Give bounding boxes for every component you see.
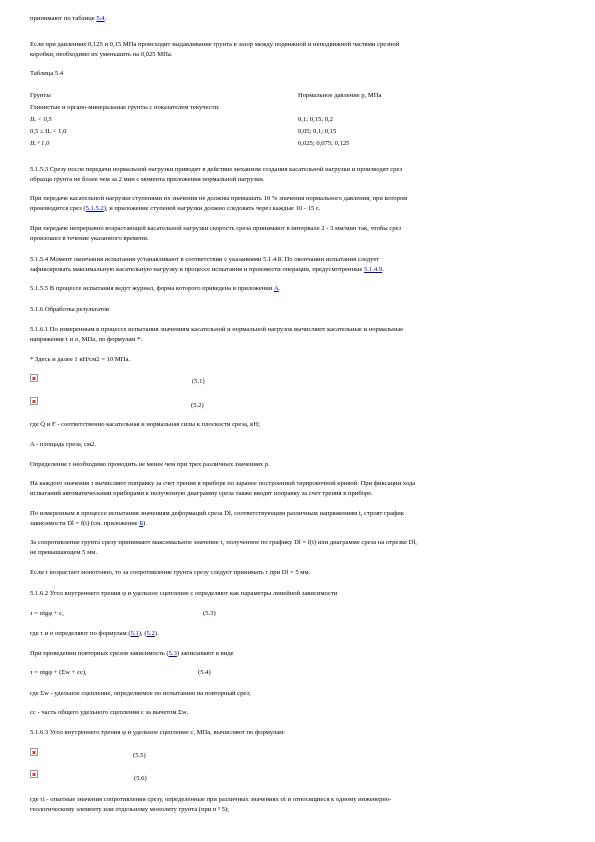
text-line: сс - часть общего удельного сцепления с за вычетом Σw. bbox=[30, 709, 188, 716]
table-header-soils: Грунты bbox=[30, 92, 51, 99]
table-cell: 0,05; 0,1; 0,15 bbox=[298, 128, 337, 135]
text-line: 5.1.5.4 Момент окончания испытания устанавливают в соответствии с указаниями 5.1.4.8. По окончании испытания следует bbox=[30, 256, 380, 263]
text-fragment: зафиксировать максимальную касательную нагрузку в процессе испытания и произвести операции, предусмотренные bbox=[30, 266, 365, 273]
table-caption: Таблица 5.4 bbox=[30, 70, 64, 77]
text-fragment: принимают по таблице bbox=[30, 15, 97, 22]
equation-number: (5.4) bbox=[198, 669, 211, 676]
text-fragment: . bbox=[278, 285, 281, 292]
link-appendix-b[interactable]: Б bbox=[139, 520, 144, 527]
formula-line: τ = σtgφ + с, bbox=[30, 610, 64, 617]
text-line: На каждого значения τ вычисляют поправку за счет трения в приборе по заранее построенной тарировочной кривой. При фиксации хода bbox=[30, 480, 416, 487]
text-line: испытаний автоматическими приборами к полученную диаграмму среза также вводят поправку за счет трения в приборе. bbox=[30, 490, 373, 497]
text-fragment: зависимости Dl = f(t) (см. приложение bbox=[30, 520, 140, 527]
text-line: 5.1.6.2 Угол внутреннего трения φ и удельное сцепление с определяют как параметры линейной зависимости bbox=[30, 590, 338, 597]
text-line: A - площадь среза, см2. bbox=[30, 441, 97, 448]
text-line: 5.1.6.1 По измеренным в процессе испытания значениям касательной и нормальной нагрузок вычисляют касательные и нормальные bbox=[30, 326, 403, 333]
text-fragment: где τ и σ определяют по формулам ( bbox=[30, 630, 131, 637]
table-cell: IL < 0,5 bbox=[30, 116, 52, 123]
text-fragment: ) записывают в виде bbox=[176, 650, 234, 657]
text-line: По измеренным в процессе испытания значениям деформаций среза Dl, соответствующим различным напряжениям t, строят график bbox=[30, 510, 404, 517]
text-fragment: ). bbox=[143, 520, 147, 527]
text-line: не превышающем 5 мм. bbox=[30, 549, 98, 556]
equation-number: (5.1) bbox=[192, 378, 205, 385]
equation-number: (5.3) bbox=[203, 610, 216, 617]
text-line: произошел в течение указанного времени. bbox=[30, 235, 149, 242]
text-line: напряжения τ и σ, МПа, по формулам *: bbox=[30, 336, 143, 343]
text-line: геологическому элементу или отдельному монолиту грунта (при n ³ 5); bbox=[30, 806, 229, 813]
text-line bbox=[30, 630, 159, 639]
broken-image-icon bbox=[30, 397, 38, 405]
text-fragment: ), ( bbox=[138, 630, 147, 637]
footnote: * Здесь и далее 1 кН/см2 = 10 МПа. bbox=[30, 356, 131, 363]
link-formula-5-1[interactable]: 5.1 bbox=[130, 630, 139, 637]
text-line: При передаче непрерывно возрастающей касательной нагрузки скорость среза принимают в интервале 2 - 3 мм/мин так, чтобы срез bbox=[30, 225, 402, 232]
text-line bbox=[30, 266, 384, 275]
link-formula-5-2[interactable]: 5.2 bbox=[146, 630, 155, 637]
equation-number: (5.5) bbox=[133, 752, 146, 759]
text-line: 5.1.5.3 Срезу после передачи нормальной нагрузки приводят в действие механизм создания касательной нагрузки и производят срез bbox=[30, 166, 403, 173]
link-appendix-a[interactable]: А bbox=[274, 285, 279, 292]
text-line: где τi - опытные значения сопротивления срезу, определенные при различных значениях σi и относящиеся к одному инженерно- bbox=[30, 796, 392, 803]
text-fragment: При проведении повторных срезов зависимость ( bbox=[30, 650, 169, 657]
text-line bbox=[30, 650, 234, 659]
text-fragment: 5.1.5.5 В процессе испытания ведут журнал, форма которого приведена в приложении bbox=[30, 285, 275, 292]
text-fragment: ), и приложение ступеней нагрузки должно следовать через каждые 10 - 15 с. bbox=[103, 205, 321, 212]
text-line: 5.1.6.3 Угол внутреннего трения φ и удельное сцепление с, МПа, вычисляют по формулам: bbox=[30, 729, 286, 736]
table-cell: 0,5 ≤ IL < 1,0 bbox=[30, 128, 67, 135]
broken-image-icon bbox=[30, 770, 38, 778]
text-fragment: . bbox=[382, 266, 384, 273]
text-line: Определение τ необходимо проводить не менее чем при трех различных значениях р. bbox=[30, 461, 270, 468]
broken-image-icon bbox=[30, 374, 38, 382]
table-cell: 0,1; 0,15; 0,2 bbox=[298, 116, 333, 123]
equation-number: (5.6) bbox=[134, 775, 147, 782]
section-heading: 5.1.6 Обработка результатов bbox=[30, 306, 110, 313]
text-line bbox=[30, 520, 147, 529]
text-fragment: . bbox=[104, 15, 107, 22]
link-5-1-4-9[interactable]: 5.1.4.9 bbox=[364, 266, 383, 273]
text-line: За сопротивление грунта срезу принимают максимальное значение τ, полученное по графику Dl = f(t) или диаграмме среза на отрезке Dl, bbox=[30, 539, 417, 546]
table-cell: IL ³ 1,0 bbox=[30, 140, 50, 147]
table-header-pressure: Нормальное давление р, МПа bbox=[298, 92, 382, 99]
text-line: образца грунта не более чем за 2 мин с момента приложения нормальной нагрузки. bbox=[30, 176, 265, 183]
text-line: Если τ возрастает монотонно, то за сопротивление грунта срезу следует принимать τ при Dl = 5 мм. bbox=[30, 569, 311, 576]
broken-image-icon bbox=[30, 748, 38, 756]
equation-number: (5.2) bbox=[191, 402, 204, 409]
text-line bbox=[30, 285, 280, 294]
text-line: Если при давлениях 0,125 и 0,15 МПа происходит выдавливание грунта в зазор между подвижной и неподвижной частями срезной bbox=[30, 41, 400, 48]
text-fragment: производится срез ( bbox=[30, 205, 86, 212]
text-line: При передаче касательной нагрузки ступенями их значения не должны превышать 10 % значения нормального давления, при котором bbox=[30, 195, 408, 202]
text-line: коробки, необходимо их уменьшить на 0,025 МПа. bbox=[30, 51, 173, 58]
table-group-row: Глинистые и органо-минеральные грунты с показателем текучести: bbox=[30, 104, 220, 111]
link-formula-5-3[interactable]: 5.3 bbox=[168, 650, 177, 657]
text-line: где Q и F - соответственно касательная и нормальная силы к плоскости среза, кН; bbox=[30, 421, 260, 428]
text-line bbox=[30, 205, 321, 214]
text-fragment: ). bbox=[154, 630, 159, 637]
link-table-5-4[interactable]: 5.4 bbox=[96, 15, 105, 22]
text-line bbox=[30, 15, 106, 24]
link-5-1-5-2[interactable]: 5.1.5.2 bbox=[85, 205, 104, 212]
text-line: где Σw - удельное сцепление, определяемое по испытанию на повторный срез; bbox=[30, 690, 251, 697]
table-cell: 0,025; 0,075; 0,125 bbox=[298, 140, 350, 147]
formula-line: τ = σtgφ + (Σw + сс), bbox=[30, 669, 87, 676]
